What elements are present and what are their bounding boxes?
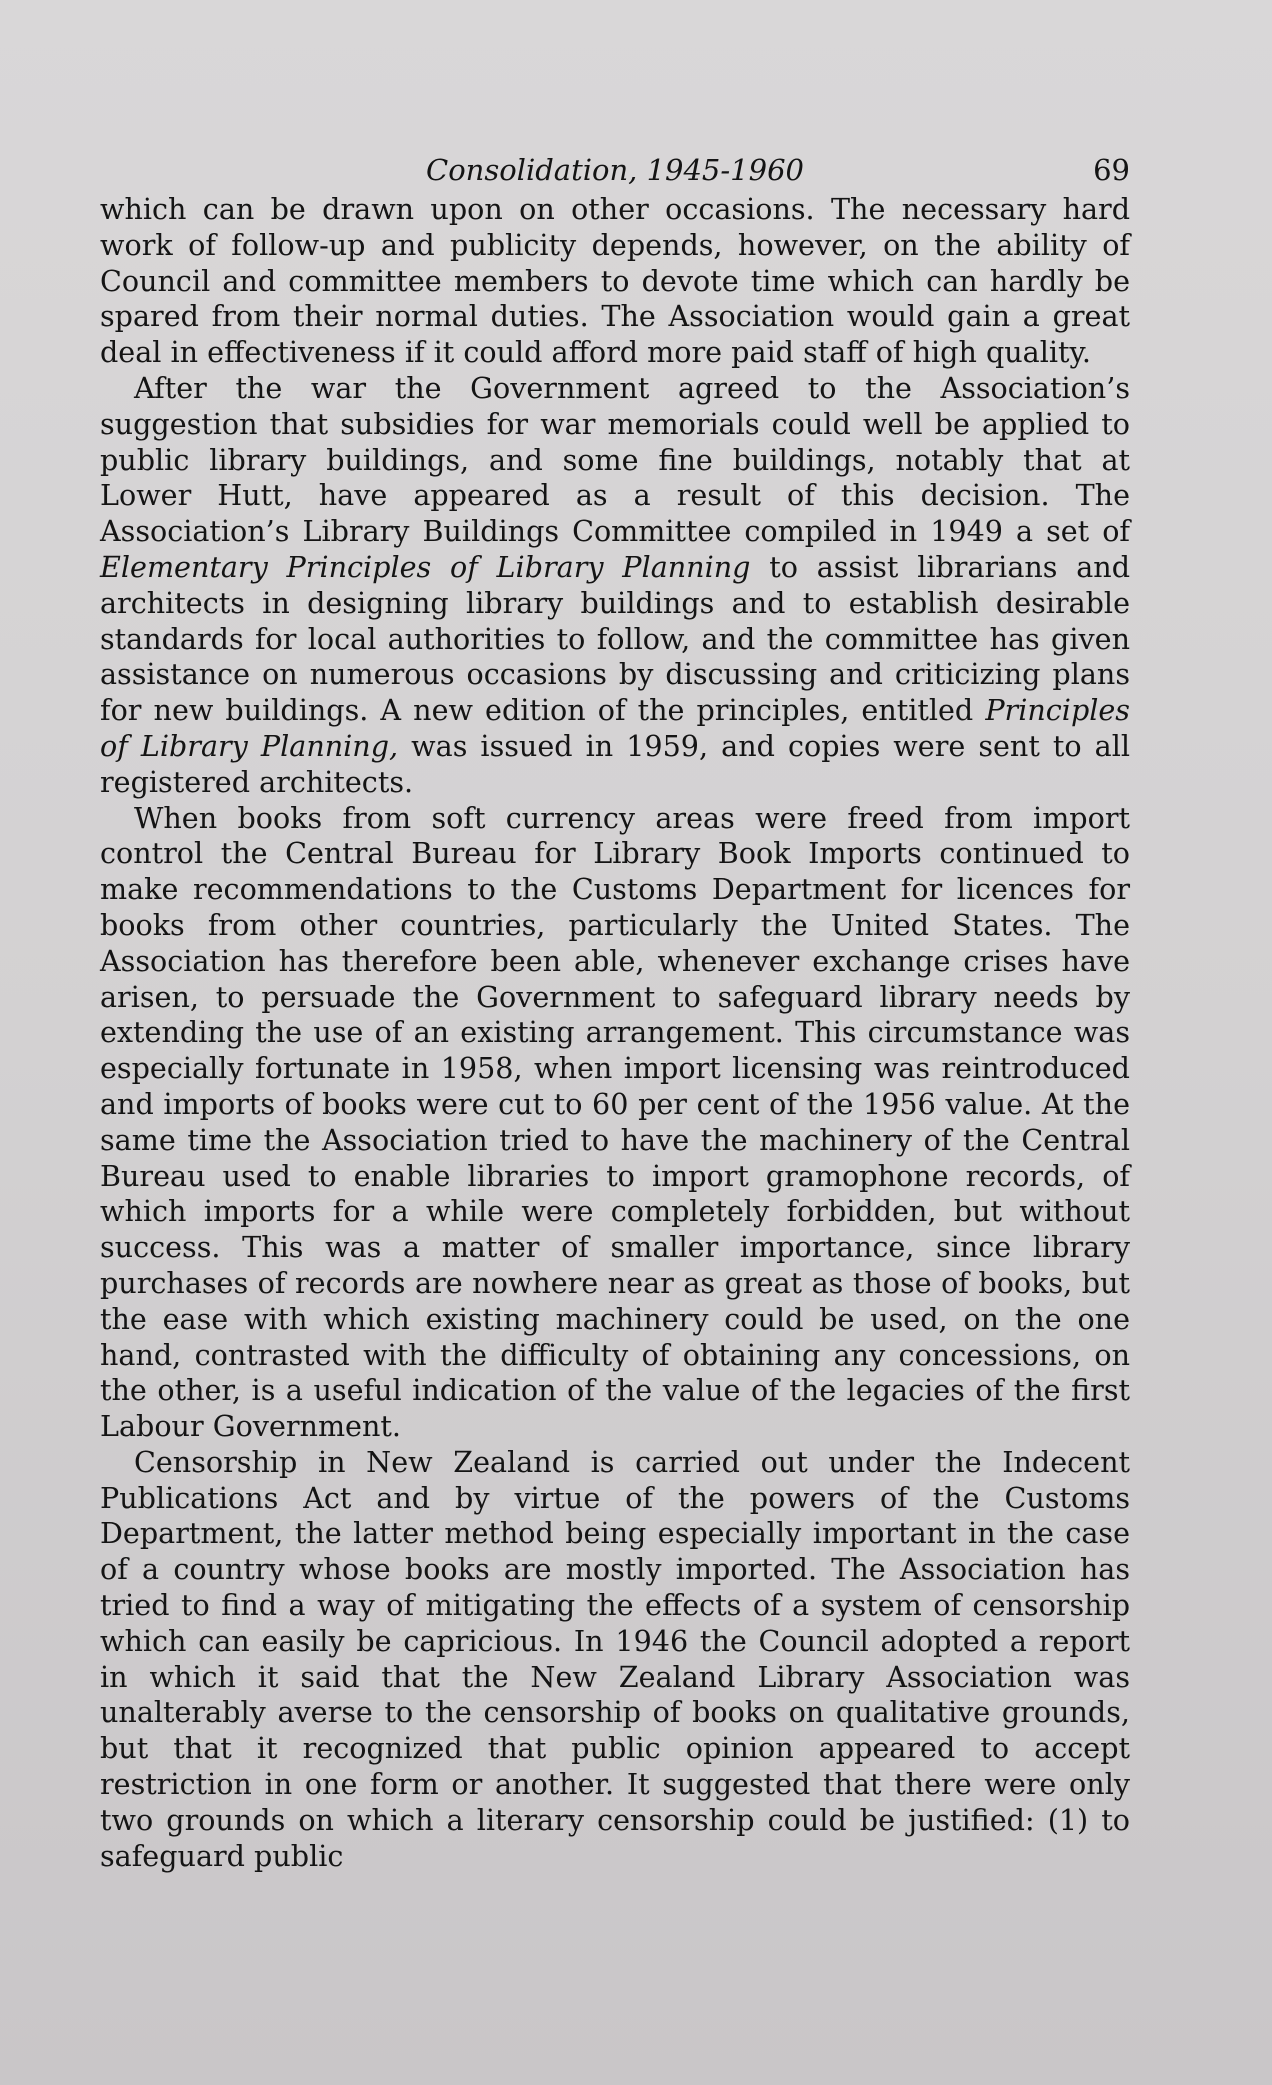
book-page [100,148,1130,1874]
paragraph-2 [100,371,1130,801]
paragraph-4 [100,1445,1130,1875]
paragraph-1 [100,192,1130,371]
paragraph-1-text: which can be drawn upon on other occasions. The necessary hard work of follow-up and publicity depends, however, on the ability of Council and committee members to devote time which can hardly be spared from their normal duties. The Association would gain a great deal in effectiveness if it could afford more paid staff of high quality. [100,192,1130,370]
paragraph-2-text-a: After the war the Government agreed to the Association’s suggestion that subsidies for war memorials could well be applied to public library buildings, and some fine buildings, notably that at Lower Hutt, have appeared as a result of this decision. The Association’s Library Buildings Committee compiled in 1949 a set of [100,370,1130,549]
book-title-principles-of-library-planning: Principles of Library Planning, [100,693,1130,763]
book-title-elementary-principles: Elementary Principles of Library Planning [100,549,751,584]
paragraph-4-text: Censorship in New Zealand is carried out under the Indecent Publications Act and by virtue of the powers of the Customs Department, the latter method being especially important in the case of a country whose books are mostly imported. The Association has tried to find a way of mitigating the effects of a system of censorship which can easily be capricious. In 1946 the Council adopted a report in which it said that the New Zealand Library Association was unalterably averse to the censorship of books on qualitative grounds, but that it recognized that public opinion appeared to accept restriction in one form or another. It suggested that there were only two grounds on which a literary censorship could be justified: (1) to safeguard public [100,1444,1130,1873]
running-title: Consolidation, 1945-1960 [426,153,804,187]
paragraph-3 [100,801,1130,1445]
paragraph-2-text-b: to assist librarians and architects in designing library buildings and to establish desirable standards for local authorities to follow, and the committee has given assistance on numerous occasions by discussing and criticizing plans for new buildings. A new edition of the principles, entitled [100,549,1131,728]
paragraph-2-text-c: was issued in 1959, and copies were sent to all registered architects. [100,728,1130,799]
running-head [100,148,1130,192]
body-text [100,192,1130,1874]
paragraph-3-text: When books from soft currency areas were freed from import control the Central Bureau for Library Book Imports continued to make recommendations to the Customs Department for licences for books from other countries, particularly the United States. The Association has therefore been able, whenever exchange crises have arisen, to persuade the Government to safeguard library needs by extending the use of an existing arrangement. This circumstance was especially fortunate in 1958, when import licensing was reintroduced and imports of books were cut to 60 per cent of the 1956 value. At the same time the Association tried to have the machinery of the Central Bureau used to enable libraries to import gramophone records, of which imports for a while were completely forbidden, but without success. This was a matter of smaller importance, since library purchases of records are nowhere near as great as those of books, but the ease with which existing machinery could be used, on the one hand, contrasted with the difficulty of obtaining any concessions, on the other, is a useful indication of the value of the legacies of the first Labour Government. [100,800,1130,1444]
page-number: 69 [1093,153,1130,187]
